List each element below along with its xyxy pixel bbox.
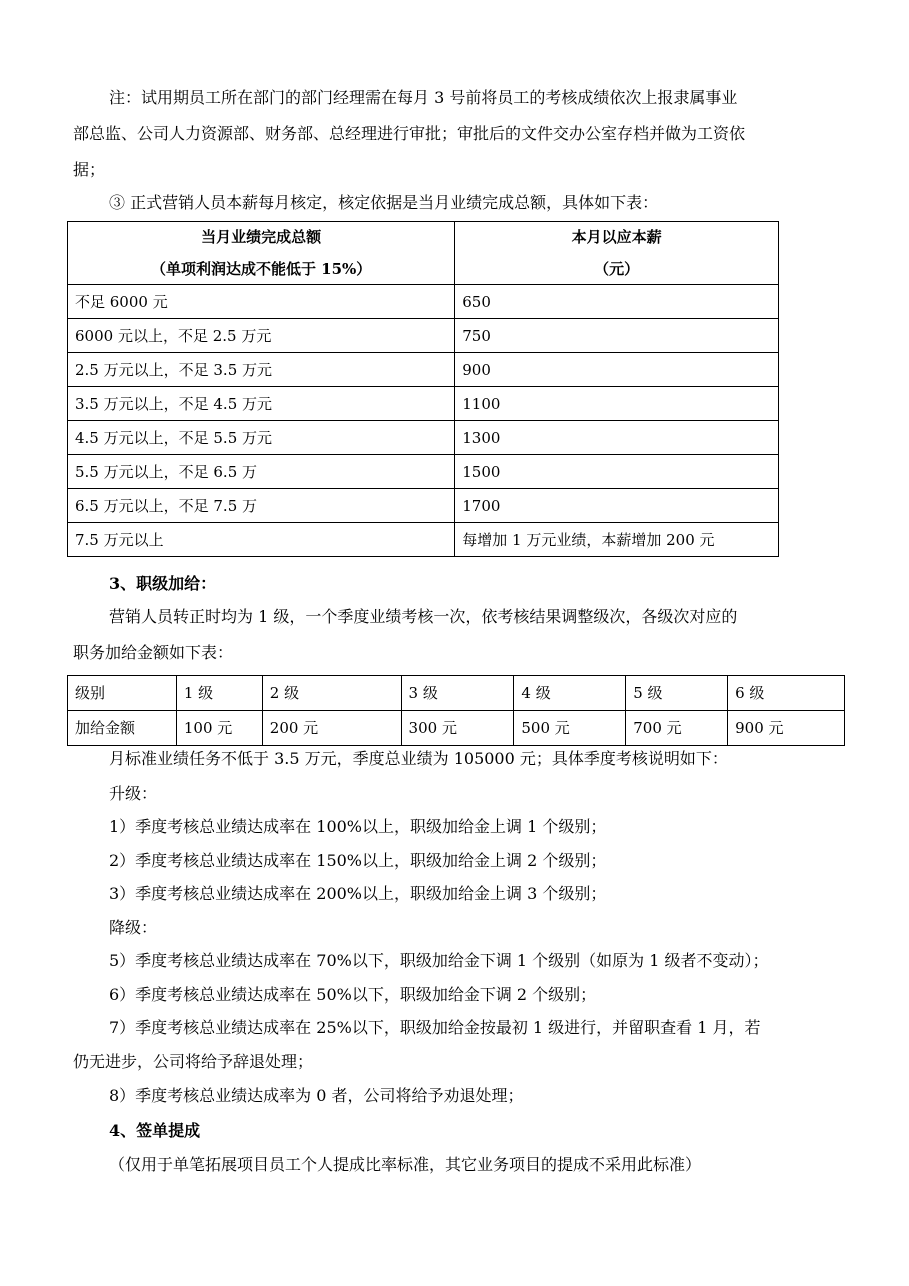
section4-title: 4、签单提成 xyxy=(109,1121,201,1140)
note-line-1: 注：试用期员工所在部门的部门经理需在每月 3 号前将员工的考核成绩依次上报隶属事业 xyxy=(109,88,738,107)
upgrade-item-2: 2）季度考核总业绩达成率在 150%以上，职级加给金上调 2 个级别； xyxy=(109,851,607,870)
salary-cell: 每增加 1 万元业绩，本薪增加 200 元 xyxy=(455,523,779,557)
downgrade-item-7-line-2: 仍无进步，公司将给予辞退处理； xyxy=(73,1052,314,1071)
section3-para-line-1: 营销人员转正时均为 1 级，一个季度业绩考核一次，依考核结果调整级次，各级次对应的 xyxy=(109,607,738,626)
range-cell: 7.5 万元以上 xyxy=(68,523,455,557)
standard-text: 月标准业绩任务不低于 3.5 万元，季度总业绩为 105000 元；具体季度考核说明如下： xyxy=(109,749,728,768)
salary-table-header xyxy=(68,222,779,285)
table-row xyxy=(68,711,845,746)
level-label-cell: 级别 xyxy=(68,676,177,711)
amount-cell: 100 元 xyxy=(176,711,262,746)
downgrade-item-5: 5）季度考核总业绩达成率在 70%以下，职级加给金下调 1 个级别（如原为 1 级者不变动）； xyxy=(109,951,769,970)
table-row xyxy=(68,523,779,557)
salary-cell: 1100 xyxy=(455,387,779,421)
amount-label-cell: 加给金额 xyxy=(68,711,177,746)
header-performance-sub: （单项利润达成不能低于 15%） xyxy=(150,260,372,278)
level-cell: 3 级 xyxy=(401,676,514,711)
range-cell: 6000 元以上，不足 2.5 万元 xyxy=(68,319,455,353)
range-cell: 3.5 万元以上，不足 4.5 万元 xyxy=(68,387,455,421)
amount-cell: 500 元 xyxy=(514,711,626,746)
amount-cell: 200 元 xyxy=(262,711,401,746)
header-salary-title: 本月以应本薪 xyxy=(571,228,662,246)
table-row xyxy=(68,421,779,455)
range-cell: 5.5 万元以上，不足 6.5 万 xyxy=(68,455,455,489)
upgrade-title: 升级： xyxy=(109,784,158,803)
table-row xyxy=(68,285,779,319)
header-salary xyxy=(455,222,779,285)
downgrade-title: 降级： xyxy=(109,918,158,937)
section3-para-line-2: 职务加给金额如下表： xyxy=(73,643,234,662)
range-cell: 6.5 万元以上，不足 7.5 万 xyxy=(68,489,455,523)
amount-cell: 300 元 xyxy=(401,711,514,746)
header-performance xyxy=(68,222,455,285)
range-cell: 2.5 万元以上，不足 3.5 万元 xyxy=(68,353,455,387)
table-row xyxy=(68,319,779,353)
item3-intro: ③ 正式营销人员本薪每月核定，核定依据是当月业绩完成总额，具体如下表： xyxy=(109,193,659,212)
table-row xyxy=(68,489,779,523)
level-cell: 1 级 xyxy=(176,676,262,711)
amount-cell: 700 元 xyxy=(626,711,728,746)
amount-cell: 900 元 xyxy=(728,711,845,746)
table-row xyxy=(68,387,779,421)
table-row xyxy=(68,353,779,387)
table-row xyxy=(68,676,845,711)
range-cell: 4.5 万元以上，不足 5.5 万元 xyxy=(68,421,455,455)
level-cell: 5 级 xyxy=(626,676,728,711)
downgrade-item-6: 6）季度考核总业绩达成率在 50%以下，职级加给金下调 2 个级别； xyxy=(109,985,597,1004)
salary-cell: 1700 xyxy=(455,489,779,523)
section4-note: （仅用于单笔拓展项目员工个人提成比率标准，其它业务项目的提成不采用此标准） xyxy=(109,1155,702,1174)
salary-cell: 650 xyxy=(455,285,779,319)
salary-cell: 900 xyxy=(455,353,779,387)
salary-cell: 1300 xyxy=(455,421,779,455)
level-cell: 2 级 xyxy=(262,676,401,711)
downgrade-item-7-line-1: 7）季度考核总业绩达成率在 25%以下，职级加给金按最初 1 级进行，并留职查看 1 月，若 xyxy=(109,1018,761,1037)
note-line-3: 据； xyxy=(73,160,106,179)
table-row xyxy=(68,455,779,489)
header-performance-title: 当月业绩完成总额 xyxy=(201,228,322,246)
downgrade-item-8: 8）季度考核总业绩达成率为 0 者，公司将给予劝退处理； xyxy=(109,1086,524,1105)
range-cell: 不足 6000 元 xyxy=(68,285,455,319)
salary-table xyxy=(67,221,779,557)
upgrade-item-1: 1）季度考核总业绩达成率在 100%以上，职级加给金上调 1 个级别； xyxy=(109,817,607,836)
salary-cell: 1500 xyxy=(455,455,779,489)
section3-title: 3、职级加给： xyxy=(109,574,217,593)
header-salary-unit: （元） xyxy=(594,260,640,278)
level-table xyxy=(67,675,845,746)
salary-cell: 750 xyxy=(455,319,779,353)
level-cell: 6 级 xyxy=(728,676,845,711)
note-line-2: 部总监、公司人力资源部、财务部、总经理进行审批；审批后的文件交办公室存档并做为工资依 xyxy=(73,124,746,143)
upgrade-item-3: 3）季度考核总业绩达成率在 200%以上，职级加给金上调 3 个级别； xyxy=(109,884,607,903)
level-cell: 4 级 xyxy=(514,676,626,711)
